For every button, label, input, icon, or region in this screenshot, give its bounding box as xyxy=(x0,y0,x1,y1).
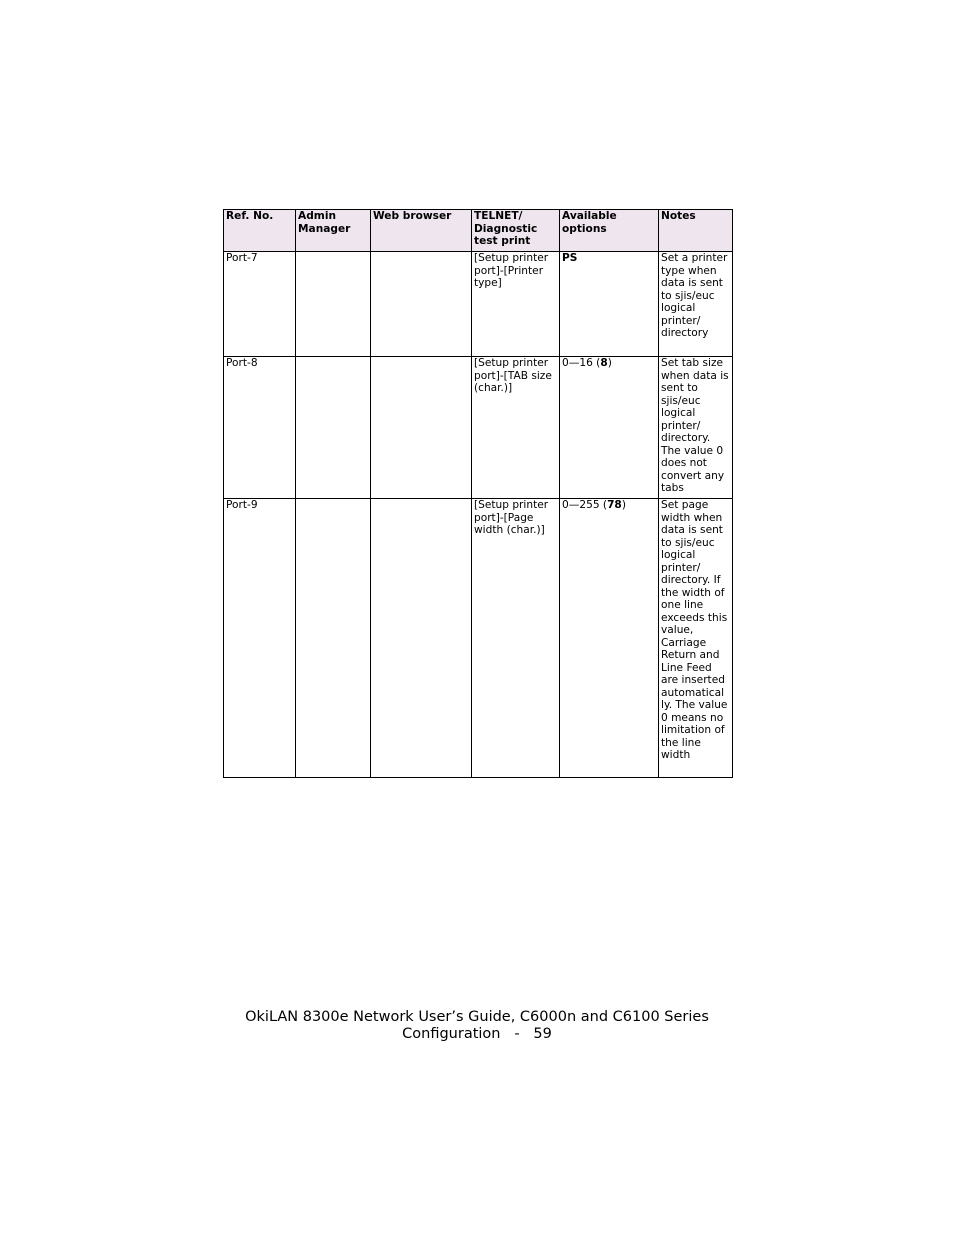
cell-telnet: [Setup printer port]-[Printer type] xyxy=(472,252,560,357)
cell-telnet: [Setup printer port]-[Page width (char.)] xyxy=(472,499,560,778)
cell-ref: Port-8 xyxy=(224,357,296,499)
cell-admin xyxy=(296,499,371,778)
cell-options xyxy=(560,252,659,357)
cell-telnet: [Setup printer port]-[TAB size (char.)] xyxy=(472,357,560,499)
header-ref-no: Ref. No. xyxy=(224,210,296,252)
cell-web xyxy=(371,499,472,778)
options-default: 8 xyxy=(600,357,608,369)
table-header-row xyxy=(224,210,733,252)
port-settings-table xyxy=(223,209,733,778)
cell-web xyxy=(371,252,472,357)
cell-notes: Set a printer type when data is sent to sjis/euc logical printer/ directory xyxy=(659,252,733,357)
cell-ref: Port-9 xyxy=(224,499,296,778)
options-prefix: 0—16 ( xyxy=(562,357,601,369)
cell-admin xyxy=(296,357,371,499)
footer-document-title: OkiLAN 8300e Network User’s Guide, C6000n and C6100 Series xyxy=(245,1009,709,1025)
options-prefix: 0—255 ( xyxy=(562,499,608,511)
options-default: 78 xyxy=(607,499,622,511)
cell-options xyxy=(560,357,659,499)
cell-notes: Set page width when data is sent to sjis/euc logical printer/ directory. If the width of one line exceeds this value, Carriage Return and Line Feed are inserted automatical ly. The value 0 means no limitation of the line width xyxy=(659,499,733,778)
header-notes: Notes xyxy=(659,210,733,252)
header-web-browser: Web browser xyxy=(371,210,472,252)
table-row xyxy=(224,499,733,778)
table-row xyxy=(224,357,733,499)
table-row xyxy=(224,252,733,357)
header-admin-manager: Admin Manager xyxy=(296,210,371,252)
options-suffix: ) xyxy=(621,499,626,511)
options-default: PS xyxy=(562,252,578,264)
cell-ref: Port-7 xyxy=(224,252,296,357)
header-available-options: Available options xyxy=(560,210,659,252)
cell-admin xyxy=(296,252,371,357)
footer-section-page: Configuration - 59 xyxy=(402,1026,552,1042)
cell-options xyxy=(560,499,659,778)
options-suffix: ) xyxy=(607,357,612,369)
cell-web xyxy=(371,357,472,499)
header-telnet: TELNET/ Diagnostic test print xyxy=(472,210,560,252)
cell-notes: Set tab size when data is sent to sjis/euc logical printer/ directory. The value 0 does not convert any tabs xyxy=(659,357,733,499)
